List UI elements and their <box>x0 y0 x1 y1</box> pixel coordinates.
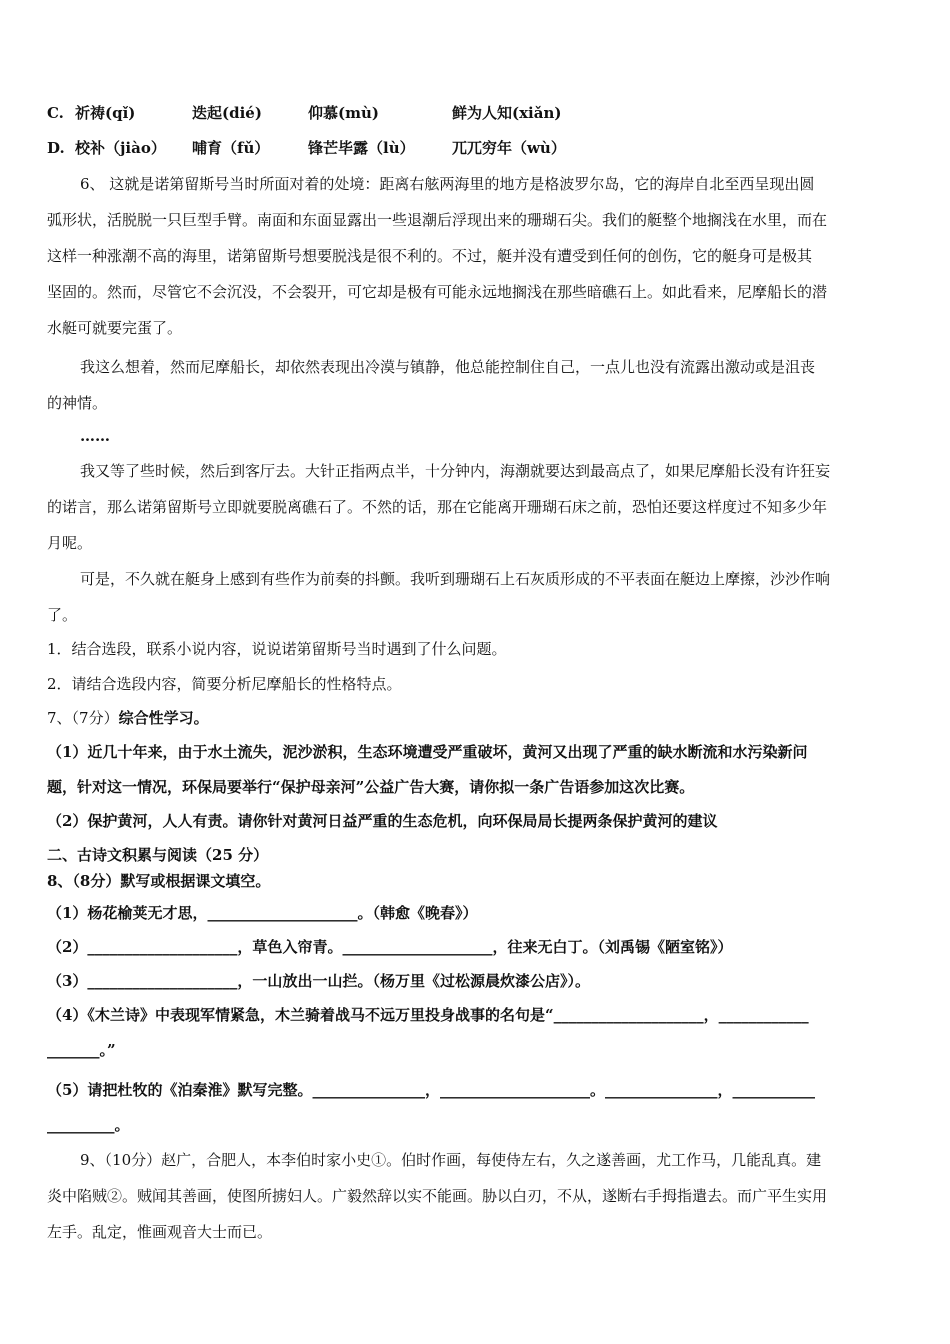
question-number: 7、（7分） <box>47 709 119 727</box>
option-c-item: 迭起(dié) <box>192 104 262 122</box>
option-c-item: 祈祷(qǐ) <box>75 104 136 122</box>
question-item: 2．请结合选段内容，简要分析尼摩船长的性格特点。 <box>47 675 402 693</box>
passage-line: 炎中陷贼②。贼闻其善画，使图所掳妇人。广毅然辞以实不能画。胁以白刃，不从，遂断右手拇指遣去。而广平生实用 <box>47 1187 828 1205</box>
option-d-label: D. <box>47 139 65 157</box>
fill-in-line: （4）《木兰诗》中表现军情紧急，木兰骑着战马不远万里投身战事的名句是“____________________，____________ <box>47 1006 809 1024</box>
option-c-item: 鲜为人知(xiǎn) <box>452 104 562 122</box>
section-heading: 二、古诗文积累与阅读（25 分） <box>47 846 269 864</box>
passage-line: 我又等了些时候，然后到客厅去。大针正指两点半，十分钟内，海潮就要达到最高点了，如果尼摩船长没有许狂妄 <box>80 462 831 480</box>
passage-line: 我这么想着，然而尼摩船长，却依然表现出冷漠与镇静，他总能控制住自己，一点儿也没有流露出激动或是沮丧 <box>80 358 816 376</box>
passage-line: 6、 这就是诺第留斯号当时所面对着的处境：距离右舷两海里的地方是格波罗尔岛，它的海岸自北至西呈现出圆 <box>80 175 815 193</box>
question-item: （1）近几十年来，由于水土流失，泥沙淤积，生态环境遭受严重破坏，黄河又出现了严重的缺水断流和水污染新问 <box>47 743 808 761</box>
question-heading <box>47 708 209 728</box>
question-item: 题，针对这一情况，环保局要举行“保护母亲河”公益广告大赛，请你拟一条广告语参加这次比赛。 <box>47 778 695 796</box>
question-title: 综合性学习。 <box>118 709 209 727</box>
option-d-item: 校补（jiào） <box>75 139 166 157</box>
passage-line: 水艇可就要完蛋了。 <box>47 319 183 337</box>
option-d-item: 哺育（fǔ） <box>192 139 270 157</box>
question-item: （2）保护黄河，人人有责。请你针对黄河日益严重的生态危机，向环保局局长提两条保护黄河的建议 <box>47 812 718 830</box>
fill-in-line: （1）杨花榆荚无才思，____________________。（韩愈《晚春》） <box>47 904 478 922</box>
question-heading: 8、（8分）默写或根据课文填空。 <box>47 872 271 890</box>
ellipsis: …… <box>80 427 110 445</box>
passage-line: 的诺言，那么诺第留斯号立即就要脱离礁石了。不然的话，那在它能离开珊瑚石床之前，恐怕还要这样度过不知多少年 <box>47 498 828 516</box>
fill-in-line: _________。 <box>47 1116 130 1134</box>
passage-line: 弧形状，活脱脱一只巨型手臂。南面和东面显露出一些退潮后浮现出来的珊瑚石尖。我们的艇整个地搁浅在水里，而在 <box>47 211 828 229</box>
passage-line: 坚固的。然而，尽管它不会沉没，不会裂开，可它却是极有可能永远地搁浅在那些暗礁石上。如此看来，尼摩船长的潜 <box>47 283 828 301</box>
option-c-label: C. <box>47 104 64 122</box>
fill-in-line: （5）请把杜牧的《泊秦淮》默写完整。_______________，____________________。_______________，___________ <box>47 1081 815 1099</box>
question-item: 1．结合选段，联系小说内容，说说诺第留斯号当时遇到了什么问题。 <box>47 640 507 658</box>
fill-in-line: _______。” <box>47 1041 116 1059</box>
passage-line: 月呢。 <box>47 534 93 552</box>
passage-line: 这样一种涨潮不高的海里，诺第留斯号想要脱浅是很不利的。不过，艇并没有遭受到任何的创伤，它的艇身可是极其 <box>47 247 813 265</box>
passage-line: 左手。乱定，惟画观音大士而已。 <box>47 1223 273 1241</box>
passage-line: 可是，不久就在艇身上感到有些作为前奏的抖颤。我听到珊瑚石上石灰质形成的不平表面在艇边上摩擦，沙沙作响 <box>80 570 831 588</box>
fill-in-line: （2）____________________，草色入帘青。____________________，往来无白丁。（刘禹锡《陋室铭》） <box>47 938 733 956</box>
option-c-item: 仰慕(mù) <box>308 104 379 122</box>
option-d-item: 锋芒毕露（lù） <box>308 139 415 157</box>
passage-line: 了。 <box>47 606 78 624</box>
passage-line: 9、（10分）赵广，合肥人，本李伯时家小史①。伯时作画，每使侍左右，久之遂善画，尤工作马，几能乱真。建 <box>80 1151 822 1169</box>
fill-in-line: （3）____________________，一山放出一山拦。（杨万里《过松源晨炊漆公店》）。 <box>47 972 590 990</box>
option-d-item: 兀兀穷年（wù） <box>452 139 566 157</box>
passage-line: 的神情。 <box>47 394 108 412</box>
